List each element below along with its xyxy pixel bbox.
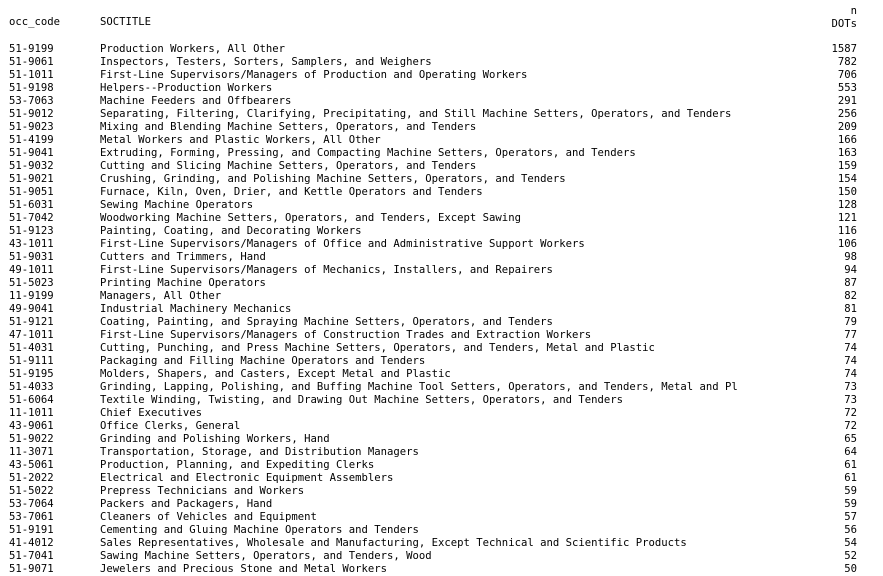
dots-count-cell: 61 <box>844 459 857 471</box>
occ-code-cell: 51-9012 <box>9 108 54 120</box>
dots-count-cell: 50 <box>844 563 857 575</box>
occ-code-cell: 51-9123 <box>9 225 54 237</box>
table-row <box>0 238 883 251</box>
dots-count-cell: 73 <box>844 394 857 406</box>
occ-code-cell: 51-9191 <box>9 524 54 536</box>
soctitle-cell: Electrical and Electronic Equipment Assemblers <box>100 472 394 484</box>
occ-code-cell: 51-7041 <box>9 550 54 562</box>
table-row <box>0 69 883 82</box>
soctitle-cell: Packaging and Filling Machine Operators and Tenders <box>100 355 426 367</box>
dots-count-cell: 65 <box>844 433 857 445</box>
occ-code-cell: 51-7042 <box>9 212 54 224</box>
soctitle-cell: Mixing and Blending Machine Setters, Operators, and Tenders <box>100 121 477 133</box>
table-row <box>0 498 883 511</box>
soctitle-cell: First-Line Supervisors/Managers of Production and Operating Workers <box>100 69 528 81</box>
soctitle-cell: Textile Winding, Twisting, and Drawing Out Machine Setters, Operators, and Tenders <box>100 394 623 406</box>
dots-count-cell: 1587 <box>831 43 857 55</box>
dots-count-cell: 72 <box>844 420 857 432</box>
occ-code-cell: 51-9198 <box>9 82 54 94</box>
dots-count-cell: 79 <box>844 316 857 328</box>
table-row <box>0 134 883 147</box>
occ-code-cell: 51-9071 <box>9 563 54 575</box>
table-row <box>0 394 883 407</box>
header-n: n <box>850 5 857 17</box>
table-row <box>0 537 883 550</box>
soctitle-cell: Grinding and Polishing Workers, Hand <box>100 433 330 445</box>
soctitle-cell: Production, Planning, and Expediting Clerks <box>100 459 375 471</box>
soctitle-cell: Printing Machine Operators <box>100 277 266 289</box>
soctitle-cell: Chief Executives <box>100 407 203 419</box>
dots-count-cell: 782 <box>837 56 857 68</box>
occ-code-cell: 49-9041 <box>9 303 54 315</box>
dots-count-cell: 256 <box>837 108 857 120</box>
dots-count-cell: 94 <box>844 264 857 276</box>
table-row <box>0 160 883 173</box>
occ-code-cell: 47-1011 <box>9 329 54 341</box>
dots-count-cell: 154 <box>837 173 857 185</box>
header-dots: DOTs <box>831 18 857 30</box>
dots-count-cell: 81 <box>844 303 857 315</box>
occ-code-cell: 11-3071 <box>9 446 54 458</box>
occ-code-cell: 11-9199 <box>9 290 54 302</box>
dots-count-cell: 77 <box>844 329 857 341</box>
header-occ-code: occ_code <box>9 16 61 28</box>
occ-code-cell: 11-1011 <box>9 407 54 419</box>
occ-code-cell: 53-7063 <box>9 95 54 107</box>
dots-count-cell: 57 <box>844 511 857 523</box>
dots-count-cell: 706 <box>837 69 857 81</box>
dots-count-cell: 166 <box>837 134 857 146</box>
table-row <box>0 381 883 394</box>
header-soctitle: SOCTITLE <box>100 16 152 28</box>
occ-code-cell: 51-4031 <box>9 342 54 354</box>
dots-count-cell: 98 <box>844 251 857 263</box>
occ-code-cell: 53-7061 <box>9 511 54 523</box>
table-row <box>0 43 883 56</box>
soctitle-cell: Jewelers and Precious Stone and Metal Workers <box>100 563 388 575</box>
soctitle-cell: First-Line Supervisors/Managers of Mechanics, Installers, and Repairers <box>100 264 553 276</box>
soctitle-cell: Furnace, Kiln, Oven, Drier, and Kettle Operators and Tenders <box>100 186 483 198</box>
dots-count-cell: 121 <box>837 212 857 224</box>
occ-code-cell: 53-7064 <box>9 498 54 510</box>
dots-count-cell: 106 <box>837 238 857 250</box>
occ-code-cell: 51-9031 <box>9 251 54 263</box>
table-row <box>0 108 883 121</box>
occ-code-cell: 49-1011 <box>9 264 54 276</box>
table-row <box>0 420 883 433</box>
table-row <box>0 82 883 95</box>
table-row <box>0 472 883 485</box>
table-row <box>0 251 883 264</box>
table-row <box>0 316 883 329</box>
table-row <box>0 459 883 472</box>
table-row <box>0 212 883 225</box>
soctitle-cell: Painting, Coating, and Decorating Workers <box>100 225 362 237</box>
dots-count-cell: 553 <box>837 82 857 94</box>
dots-count-cell: 128 <box>837 199 857 211</box>
dots-count-cell: 163 <box>837 147 857 159</box>
occ-code-cell: 51-2022 <box>9 472 54 484</box>
dots-count-cell: 159 <box>837 160 857 172</box>
soctitle-cell: Extruding, Forming, Pressing, and Compacting Machine Setters, Operators, and Tenders <box>100 147 636 159</box>
occ-code-cell: 51-9121 <box>9 316 54 328</box>
occ-code-cell: 41-4012 <box>9 537 54 549</box>
occ-code-cell: 51-4199 <box>9 134 54 146</box>
soctitle-cell: First-Line Supervisors/Managers of Construction Trades and Extraction Workers <box>100 329 592 341</box>
occ-code-cell: 51-5023 <box>9 277 54 289</box>
table-body <box>0 43 883 576</box>
dots-count-cell: 59 <box>844 485 857 497</box>
dots-count-cell: 59 <box>844 498 857 510</box>
table-row <box>0 303 883 316</box>
table-row <box>0 342 883 355</box>
table-row <box>0 446 883 459</box>
occ-code-cell: 51-9061 <box>9 56 54 68</box>
table-row <box>0 199 883 212</box>
dots-count-cell: 82 <box>844 290 857 302</box>
soctitle-cell: Office Clerks, General <box>100 420 241 432</box>
table-row <box>0 355 883 368</box>
occ-code-cell: 43-5061 <box>9 459 54 471</box>
dots-count-cell: 74 <box>844 368 857 380</box>
soctitle-cell: Industrial Machinery Mechanics <box>100 303 292 315</box>
dots-count-cell: 74 <box>844 342 857 354</box>
soctitle-cell: Crushing, Grinding, and Polishing Machine Setters, Operators, and Tenders <box>100 173 566 185</box>
soctitle-cell: Sales Representatives, Wholesale and Manufacturing, Except Technical and Scientific Products <box>100 537 687 549</box>
occ-code-cell: 51-6031 <box>9 199 54 211</box>
occ-code-cell: 43-1011 <box>9 238 54 250</box>
soctitle-cell: Cutting, Punching, and Press Machine Setters, Operators, and Tenders, Metal and Plastic <box>100 342 655 354</box>
dots-count-cell: 209 <box>837 121 857 133</box>
dots-count-cell: 64 <box>844 446 857 458</box>
occ-code-cell: 51-9051 <box>9 186 54 198</box>
table-row <box>0 277 883 290</box>
soctitle-cell: Sawing Machine Setters, Operators, and Tenders, Wood <box>100 550 432 562</box>
table-row <box>0 407 883 420</box>
dots-count-cell: 87 <box>844 277 857 289</box>
table-row <box>0 329 883 342</box>
soctitle-cell: Helpers--Production Workers <box>100 82 273 94</box>
table-row <box>0 550 883 563</box>
table-row <box>0 264 883 277</box>
soctitle-cell: Transportation, Storage, and Distribution Managers <box>100 446 419 458</box>
table-row <box>0 225 883 238</box>
dots-count-cell: 150 <box>837 186 857 198</box>
soctitle-cell: Managers, All Other <box>100 290 222 302</box>
table-row <box>0 95 883 108</box>
dots-count-cell: 61 <box>844 472 857 484</box>
table-row <box>0 485 883 498</box>
occ-code-cell: 51-9032 <box>9 160 54 172</box>
table-row <box>0 121 883 134</box>
soctitle-cell: First-Line Supervisors/Managers of Office and Administrative Support Workers <box>100 238 585 250</box>
dots-count-cell: 72 <box>844 407 857 419</box>
soctitle-cell: Packers and Packagers, Hand <box>100 498 273 510</box>
dots-count-cell: 291 <box>837 95 857 107</box>
soctitle-cell: Woodworking Machine Setters, Operators, and Tenders, Except Sawing <box>100 212 521 224</box>
dots-count-cell: 56 <box>844 524 857 536</box>
soctitle-cell: Molders, Shapers, and Casters, Except Metal and Plastic <box>100 368 451 380</box>
occ-code-cell: 51-9195 <box>9 368 54 380</box>
table-row <box>0 433 883 446</box>
table-row <box>0 147 883 160</box>
soctitle-cell: Prepress Technicians and Workers <box>100 485 305 497</box>
soctitle-cell: Grinding, Lapping, Polishing, and Buffing Machine Tool Setters, Operators, and Tenders, Metal and Pl <box>100 381 738 393</box>
soctitle-cell: Metal Workers and Plastic Workers, All Other <box>100 134 381 146</box>
table-header <box>0 5 883 31</box>
dots-count-cell: 74 <box>844 355 857 367</box>
occ-code-cell: 51-9022 <box>9 433 54 445</box>
occ-code-cell: 51-5022 <box>9 485 54 497</box>
soctitle-cell: Cutters and Trimmers, Hand <box>100 251 266 263</box>
occ-code-cell: 51-1011 <box>9 69 54 81</box>
occ-code-cell: 51-4033 <box>9 381 54 393</box>
table-row <box>0 511 883 524</box>
soctitle-cell: Inspectors, Testers, Sorters, Samplers, and Weighers <box>100 56 432 68</box>
soctitle-cell: Separating, Filtering, Clarifying, Precipitating, and Still Machine Setters, Operators, and Tenders <box>100 108 732 120</box>
table-row <box>0 290 883 303</box>
occ-code-cell: 43-9061 <box>9 420 54 432</box>
occ-code-cell: 51-6064 <box>9 394 54 406</box>
soctitle-cell: Sewing Machine Operators <box>100 199 254 211</box>
dots-count-cell: 54 <box>844 537 857 549</box>
table-row <box>0 563 883 576</box>
table-row <box>0 368 883 381</box>
occ-code-cell: 51-9111 <box>9 355 54 367</box>
soctitle-cell: Machine Feeders and Offbearers <box>100 95 292 107</box>
occ-code-cell: 51-9199 <box>9 43 54 55</box>
occ-code-cell: 51-9023 <box>9 121 54 133</box>
soctitle-cell: Production Workers, All Other <box>100 43 285 55</box>
table-row <box>0 524 883 537</box>
soctitle-cell: Cutting and Slicing Machine Setters, Operators, and Tenders <box>100 160 477 172</box>
occ-code-cell: 51-9041 <box>9 147 54 159</box>
occ-code-cell: 51-9021 <box>9 173 54 185</box>
dots-count-cell: 116 <box>837 225 857 237</box>
dots-count-cell: 73 <box>844 381 857 393</box>
table-row <box>0 186 883 199</box>
soctitle-cell: Coating, Painting, and Spraying Machine Setters, Operators, and Tenders <box>100 316 553 328</box>
soctitle-cell: Cleaners of Vehicles and Equipment <box>100 511 317 523</box>
table-row <box>0 173 883 186</box>
dots-count-cell: 52 <box>844 550 857 562</box>
table-row <box>0 56 883 69</box>
soctitle-cell: Cementing and Gluing Machine Operators and Tenders <box>100 524 419 536</box>
